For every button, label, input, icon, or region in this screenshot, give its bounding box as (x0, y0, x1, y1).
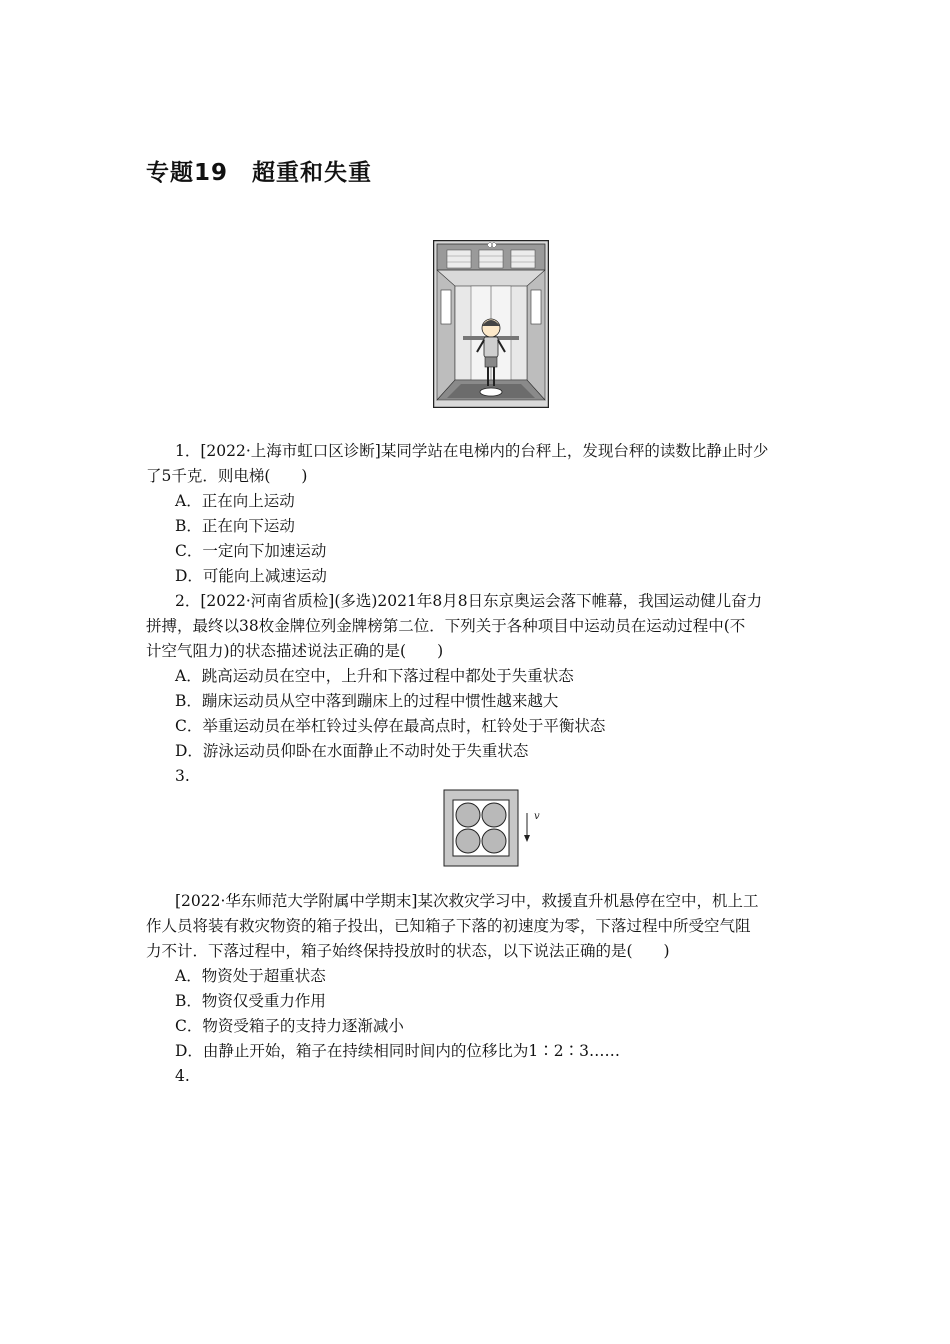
q2-stem-line3: 计空气阻力)的状态描述说法正确的是( ) (146, 642, 444, 660)
q3-stem-line1: [2022·华东师范大学附属中学期末]某次救灾学习中，救援直升机悬停在空中，机上工 (175, 892, 759, 910)
q2-option-c: C．举重运动员在举杠铃过头停在最高点时，杠铃处于平衡状态 (175, 717, 606, 735)
q3-option-c: C．物资受箱子的支持力逐渐减小 (175, 1017, 404, 1035)
q1-option-b: B．正在向下运动 (175, 517, 295, 535)
velocity-label: v (534, 811, 540, 822)
q1-stem-line1: 1．[2022·上海市虹口区诊断]某同学站在电梯内的台秤上，发现台秤的读数比静止时少 (175, 442, 769, 460)
q2-option-b: B．蹦床运动员从空中落到蹦床上的过程中惯性越来越大 (175, 692, 559, 710)
q3-stem-line3: 力不计．下落过程中，箱子始终保持投放时的状态，以下说法正确的是( ) (146, 942, 670, 960)
q1-option-a: A．正在向上运动 (175, 492, 295, 510)
q3-option-a: A．物资处于超重状态 (175, 967, 326, 985)
q3-stem-line2: 作人员将装有救灾物资的箱子投出，已知箱子下落的初速度为零，下落过程中所受空气阻 (146, 917, 751, 935)
q4-number: 4. (175, 1067, 190, 1085)
q1-stem-line2: 了5千克．则电梯( ) (146, 467, 308, 485)
q2-option-d: D．游泳运动员仰卧在水面静止不动时处于失重状态 (175, 742, 529, 760)
q1-option-d: D．可能向上减速运动 (175, 567, 327, 585)
q3-number: 3. (175, 767, 190, 785)
q3-option-b: B．物资仅受重力作用 (175, 992, 326, 1010)
q2-option-a: A．跳高运动员在空中，上升和下落过程中都处于失重状态 (175, 667, 574, 685)
box-of-supplies-diagram (443, 789, 543, 867)
q2-stem-line1: 2．[2022·河南省质检](多选)2021年8月8日东京奥运会落下帷幕，我国运动健儿奋力 (175, 592, 763, 610)
q3-option-d: D．由静止开始，箱子在持续相同时间内的位移比为1∶2∶3…… (175, 1042, 621, 1060)
q2-stem-line2: 拼搏，最终以38枚金牌位列金牌榜第二位．下列关于各种项目中运动员在运动过程中(不 (146, 617, 746, 635)
q1-option-c: C．一定向下加速运动 (175, 542, 327, 560)
page-title: 专题19 超重和失重 (146, 160, 373, 186)
elevator-illustration (433, 240, 549, 408)
